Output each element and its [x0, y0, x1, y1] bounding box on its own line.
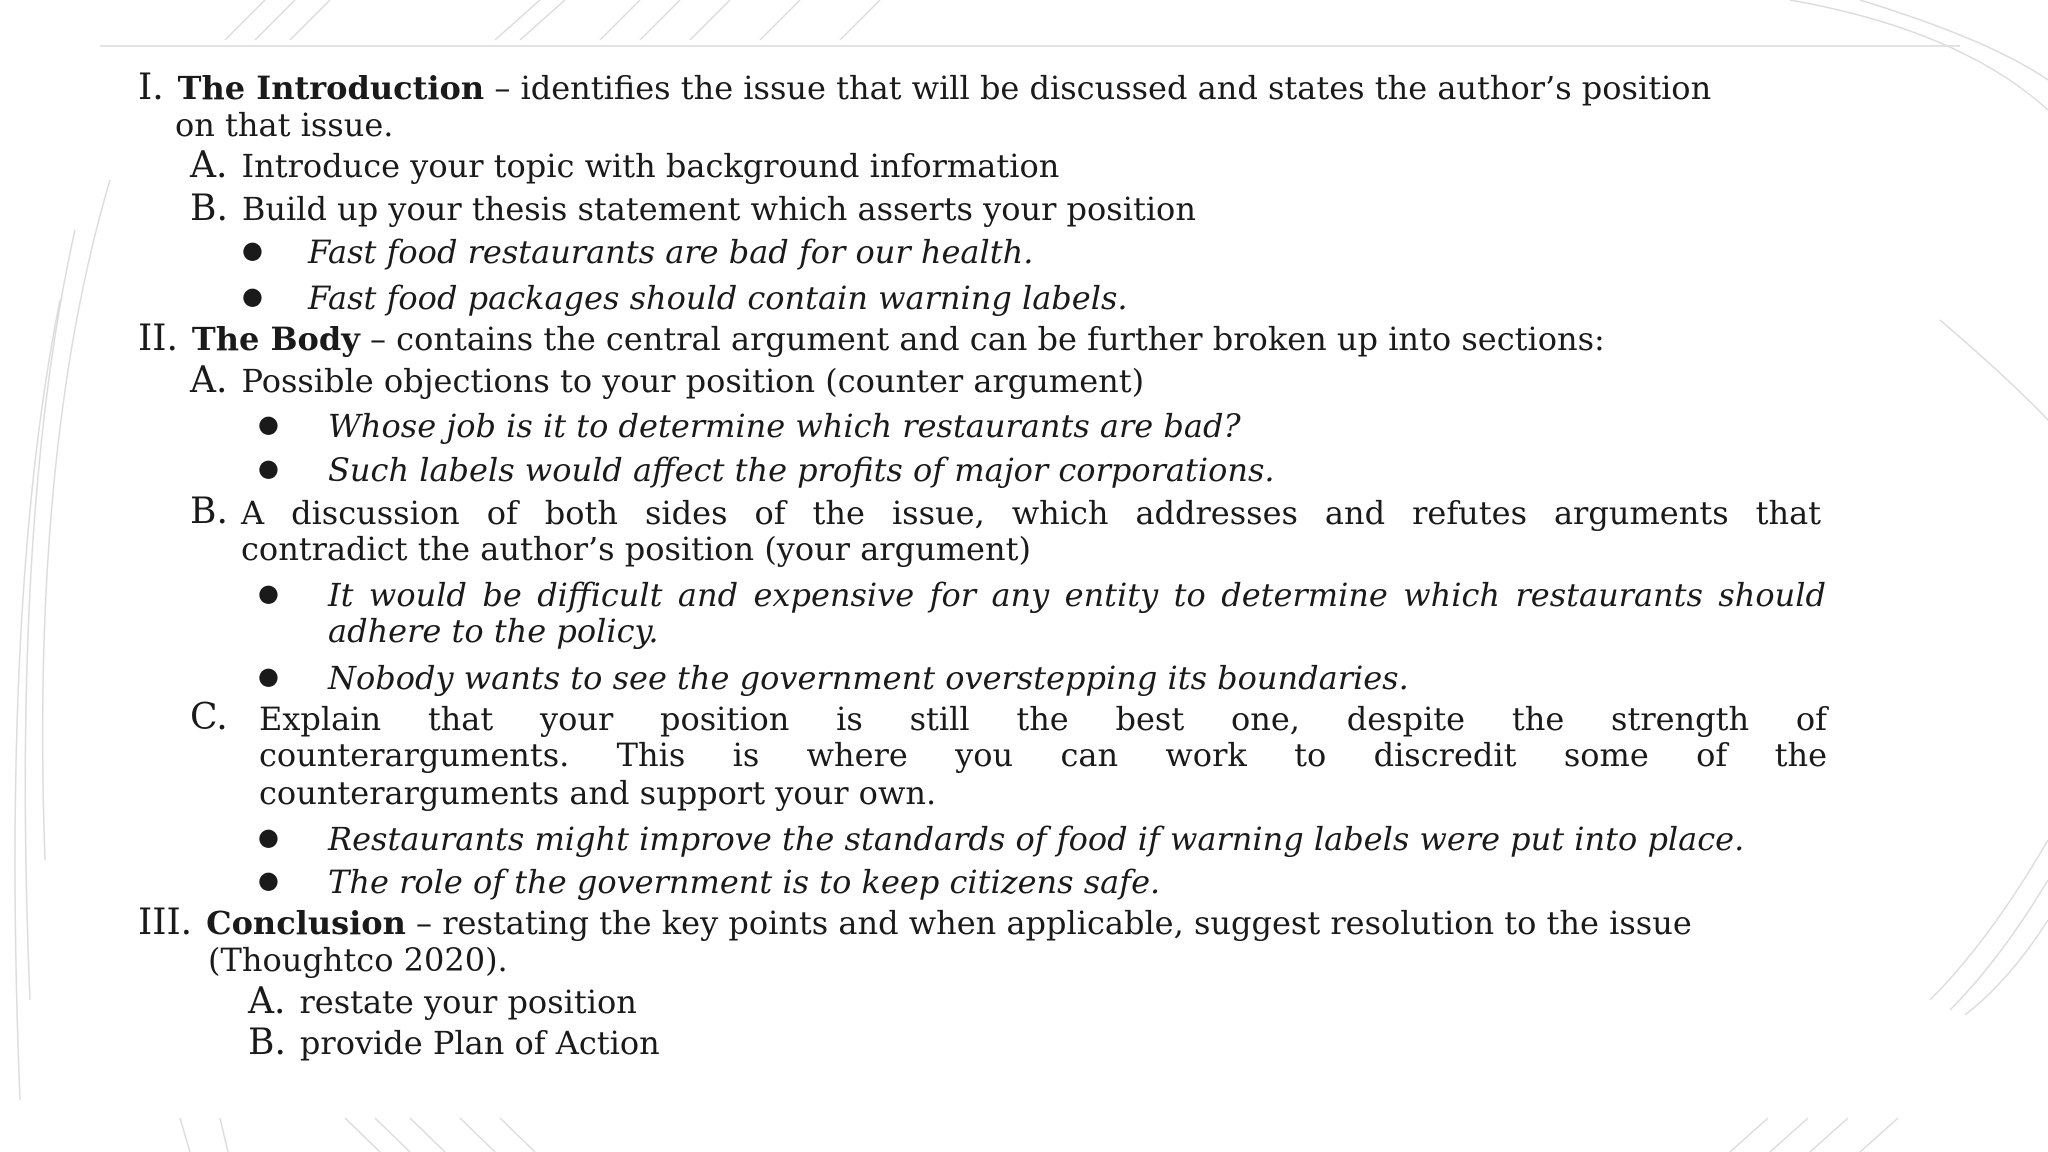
section-description-cont: (Thoughtco 2020).: [208, 941, 508, 979]
bullet-dot: ●: [258, 410, 279, 438]
item-letter: C.: [190, 697, 228, 738]
example-text: The role of the government is to keep citizens safe.: [328, 863, 1161, 901]
section-title: The Introduction: [177, 69, 485, 107]
item-letter: B.: [190, 491, 228, 532]
section-description: – identifies the issue that will be discussed and states the author’s position: [494, 69, 1712, 107]
section-numeral: III.: [138, 902, 193, 943]
item-text: Build up your thesis statement which asserts your position: [241, 190, 1196, 228]
section-numeral: II.: [138, 318, 178, 359]
item-letter: B.: [190, 188, 228, 229]
outline-item-a: [190, 146, 1059, 186]
example-text-cont: adhere to the policy.: [328, 612, 659, 650]
bullet-dot: ●: [242, 236, 263, 264]
section-heading-introduction: [138, 68, 1711, 108]
section-title: The Body: [191, 320, 360, 358]
outline-item-b: [248, 1023, 660, 1063]
bullet-dot: ●: [242, 282, 263, 310]
example-text: Such labels would affect the profits of major corporations.: [328, 451, 1275, 489]
item-letter: B.: [248, 1022, 286, 1063]
section-description: – restating the key points and when applicable, suggest resolution to the issue: [416, 904, 1692, 942]
outline-item-a: [248, 982, 637, 1022]
item-text: Introduce your topic with background information: [241, 147, 1060, 185]
example-text: Restaurants might improve the standards of food if warning labels were put into place.: [328, 820, 1745, 858]
outline-item-b: [190, 189, 1196, 229]
example-text: Fast food packages should contain warning labels.: [308, 279, 1128, 317]
example-text: Fast food restaurants are bad for our health.: [308, 233, 1034, 271]
item-text-line: A discussion of both sides of the issue, which addresses and refutes arguments that: [241, 494, 1821, 532]
item-text: Possible objections to your position (counter argument): [241, 362, 1145, 400]
example-text: It would be difficult and expensive for any entity to determine which restaurants should: [328, 576, 1826, 614]
outline-item-a: [190, 361, 1144, 401]
bullet-dot: ●: [258, 579, 279, 607]
section-heading-conclusion: [138, 903, 1692, 943]
item-letter: A.: [190, 360, 228, 401]
item-text-line: counterarguments and support your own.: [259, 774, 937, 812]
section-description: – contains the central argument and can be further broken up into sections:: [370, 320, 1605, 358]
item-text: provide Plan of Action: [299, 1024, 660, 1062]
bullet-dot: ●: [258, 662, 279, 690]
section-title: Conclusion: [206, 904, 406, 942]
item-text: restate your position: [299, 983, 637, 1021]
section-heading-body: [138, 319, 1605, 359]
example-text: Whose job is it to determine which restaurants are bad?: [328, 407, 1241, 445]
item-letter: A.: [190, 145, 228, 186]
section-numeral: I.: [138, 67, 164, 108]
bullet-dot: ●: [258, 866, 279, 894]
item-text-line: counterarguments. This is where you can work to discredit some of the: [259, 736, 1827, 774]
bullet-dot: ●: [258, 823, 279, 851]
section-description-cont: on that issue.: [175, 106, 394, 144]
item-text-line: Explain that your position is still the best one, despite the strength of: [259, 700, 1827, 738]
item-letter: A.: [248, 981, 286, 1022]
example-text: Nobody wants to see the government overstepping its boundaries.: [328, 659, 1409, 697]
item-text-line: contradict the author’s position (your argument): [241, 530, 1031, 568]
bullet-dot: ●: [258, 454, 279, 482]
